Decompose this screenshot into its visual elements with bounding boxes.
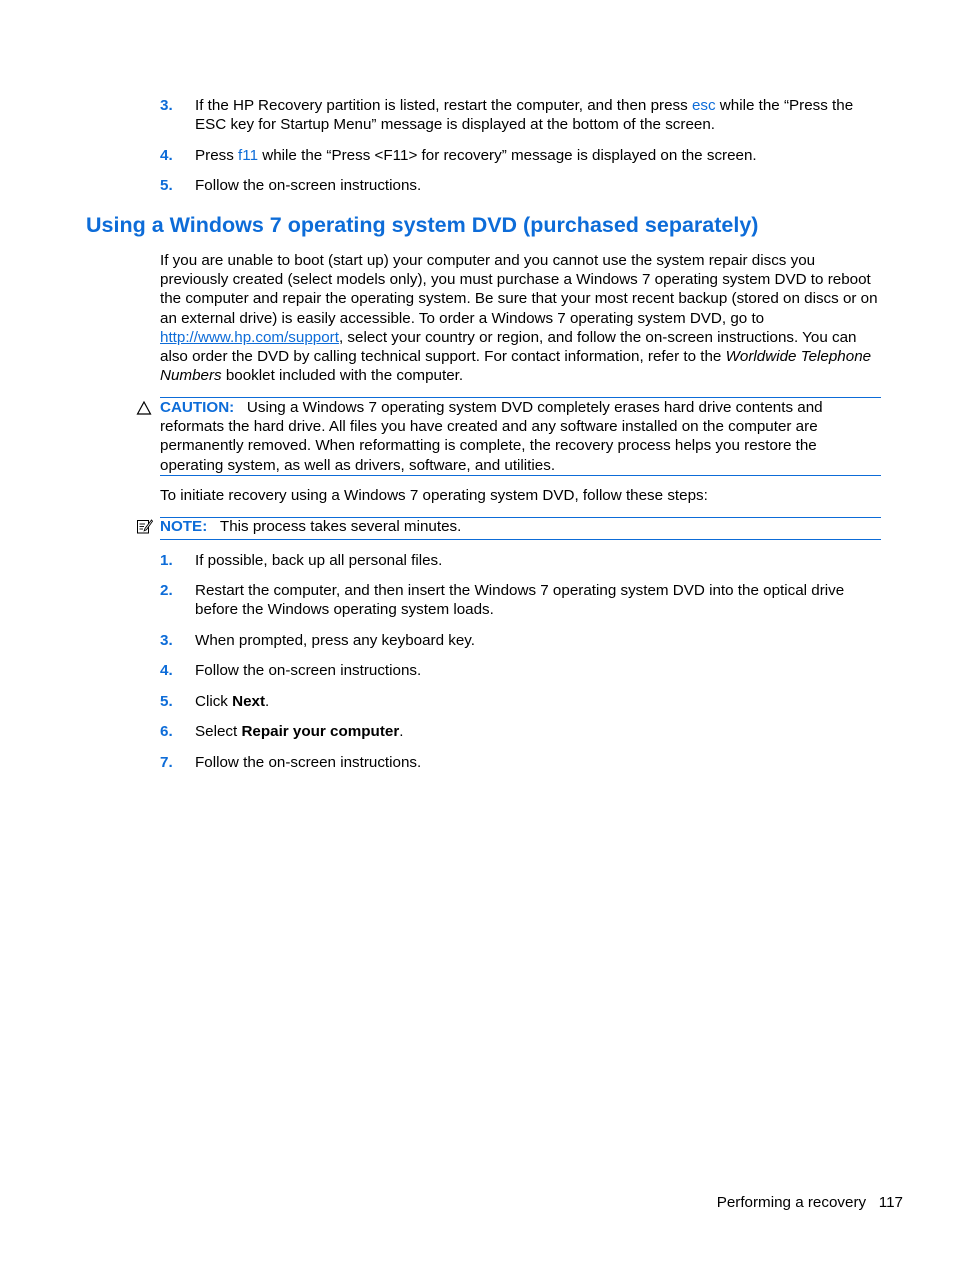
key-name: esc [691, 97, 716, 114]
note-label: NOTE: [160, 518, 208, 535]
step-text: If the HP Recovery partition is listed, restart the computer, and then press esc while the “Press the ESC key for Startup Menu” message is displayed at the bottom of the screen. [195, 97, 854, 134]
step-text: Restart the computer, and then insert the Windows 7 operating system DVD into the optical drive before the Windows operating system loads. [195, 582, 845, 619]
step-text: Follow the on-screen instructions. [195, 177, 422, 194]
step-number: 2. [160, 582, 173, 599]
initiate-text: To initiate recovery using a Windows 7 operating system DVD, follow these steps: [160, 487, 708, 504]
step-text: Follow the on-screen instructions. [195, 662, 422, 679]
caution-text: CAUTION: Using a Windows 7 operating system DVD completely erases hard drive contents and reformats the hard drive. All files you have created and any software installed on the computer are permanently removed. When reformatting is complete, the recovery process helps you restore the operating system, as well as drivers, software, and utilities. [160, 399, 823, 474]
step-number: 5. [160, 693, 173, 710]
step-text: Follow the on-screen instructions. [195, 754, 422, 771]
caution-bottom-rule [160, 475, 881, 476]
step-number: 5. [160, 177, 173, 194]
caution-label: CAUTION: [160, 399, 235, 416]
step-text: When prompted, press any keyboard key. [195, 632, 475, 649]
step-number: 1. [160, 552, 173, 569]
note-pencil-icon [136, 518, 153, 540]
section-heading: Using a Windows 7 operating system DVD (purchased separately) [86, 213, 759, 237]
note-bottom-rule [160, 539, 881, 540]
step-text: If possible, back up all personal files. [195, 552, 443, 569]
page-footer [717, 1193, 903, 1212]
intro-paragraph: If you are unable to boot (start up) your computer and you cannot use the system repair discs you previously created (select models only), you must purchase a Windows 7 operating system DVD to reboot the computer and repair the operating system. Be sure that your most recent backup (stored on discs or on an external drive) is easily accessible. To order a Windows 7 operating system DVD, go to http://www.hp.com/support, select your country or region, and follow the on-screen instructions. You can also order the DVD by calling technical support. For contact information, refer to the Worldwide Telephone Numbers booklet included with the computer. [160, 252, 878, 385]
step-text: Click Next. [195, 693, 270, 710]
footer-section: Performing a recovery [716, 1194, 867, 1211]
step-text: Select Repair your computer. [195, 723, 404, 740]
step-number: 4. [160, 662, 173, 679]
step-number: 7. [160, 754, 173, 771]
step-number: 3. [160, 632, 173, 649]
caution-triangle-icon [136, 400, 152, 421]
page-number: 117 [878, 1194, 903, 1211]
note-text: NOTE: This process takes several minutes. [160, 518, 462, 535]
key-name: f11 [238, 147, 259, 164]
step-text: Press f11 while the “Press <F11> for recovery” message is displayed on the screen. [195, 147, 757, 164]
step-number: 3. [160, 97, 173, 114]
support-link[interactable]: http://www.hp.com/support [160, 328, 339, 346]
step-number: 4. [160, 147, 173, 164]
step-number: 6. [160, 723, 173, 740]
